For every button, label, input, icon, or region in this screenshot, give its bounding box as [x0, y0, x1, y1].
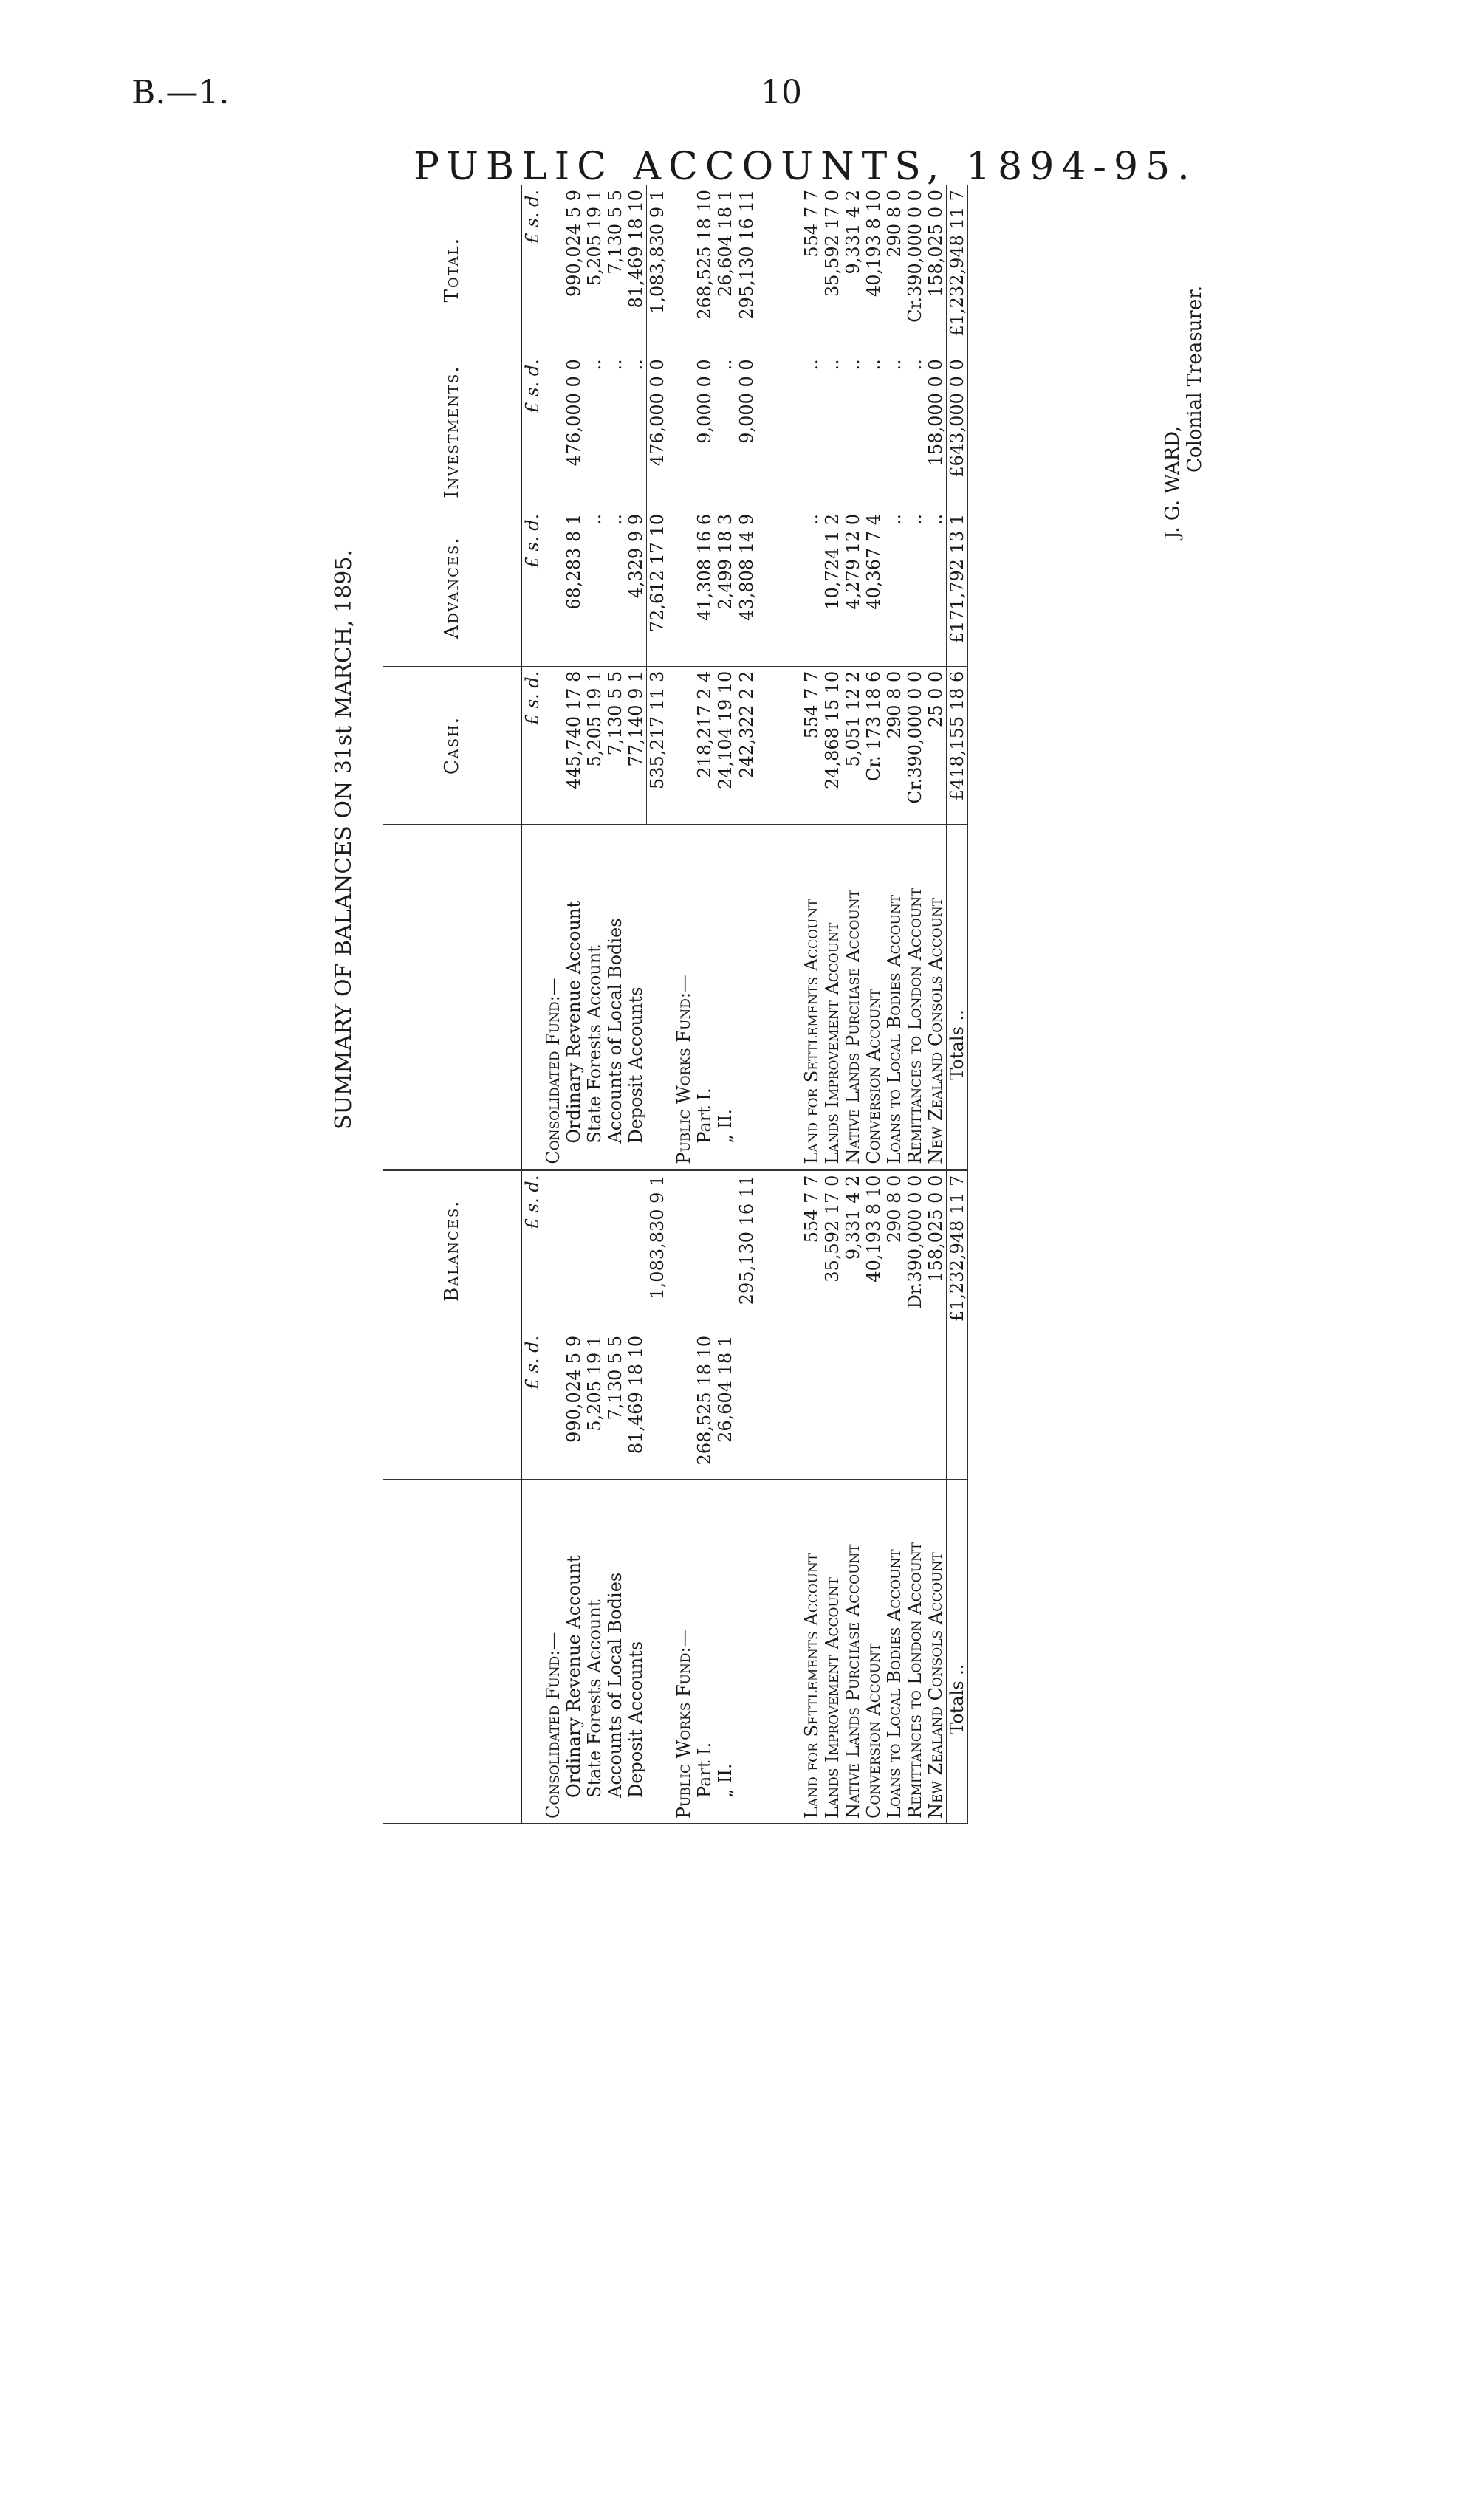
- table-row: Ordinary Revenue Account 990,024 5 9 Ordinary Revenue Account 445,740 17 8 68,283 8 1 476,000 0 0 990,024 5 9: [563, 185, 584, 1824]
- row-label: New Zealand Consols Account: [925, 1479, 947, 1823]
- page-title: PUBLIC ACCOUNTS, 1894-95.: [414, 145, 1197, 189]
- units-label: £ s. d.: [521, 354, 543, 509]
- units-label: £ s. d.: [522, 190, 543, 244]
- row-label: New Zealand Consols Account: [925, 825, 947, 1170]
- consolidated-subtotal-row: 1,083,830 9 1 535,217 11 3 72,612 17 10 476,000 0 0 1,083,830 9 1: [647, 185, 668, 1824]
- units-label: £ s. d.: [521, 1170, 543, 1331]
- table-row: State Forests Account 5,205 19 1 State Forests Account 5,205 19 1 .. .. 5,205 19 1: [584, 185, 605, 1824]
- row-label: Ordinary Revenue Account: [563, 1479, 584, 1823]
- summary-title: SUMMARY OF BALANCES ON 31st MARCH, 1895.: [331, 549, 357, 1130]
- group-heading-public-works: Public Works Fund:— Public Works Fund:—: [668, 185, 694, 1824]
- table-row: Land for Settlements Account 554 7 7 Land for Settlements Account 554 7 7 .. .. 554 7 7: [801, 185, 822, 1824]
- row-label: Land for Settlements Account: [801, 1479, 822, 1823]
- row-label: Remittances to London Account: [905, 825, 925, 1170]
- row-label: „ II.: [715, 1479, 736, 1823]
- totals-row: Totals .. £1,232,948 11 7 Totals .. £418,155 18 6 £171,792 13 1 £643,000 0 0 £1,232,948 11 7: [947, 185, 968, 1824]
- row-label: Accounts of Local Bodies: [605, 825, 625, 1170]
- row-label: Native Lands Purchase Account: [843, 1479, 863, 1823]
- balances-table: [383, 185, 968, 1824]
- row-label: Remittances to London Account: [905, 1479, 925, 1823]
- units-label: £ s. d.: [521, 1331, 543, 1479]
- col-investments: Investments.: [383, 354, 522, 509]
- row-label: Ordinary Revenue Account: [563, 825, 584, 1170]
- table-row: Part I. 268,525 18 10 Part I. 218,217 2 4 41,308 16 6 9,000 0 0 268,525 18 10: [694, 185, 715, 1824]
- col-total: Total.: [383, 185, 522, 354]
- table-row: Conversion Account 40,193 8 10 Conversion Account Cr. 173 18 6 40,367 7 4 .. 40,193 8 10: [863, 185, 884, 1824]
- table-row: „ II. 26,604 18 1 „ II. 24,104 19 10 2,499 18 3 .. 26,604 18 1: [715, 185, 736, 1824]
- row-label: Lands Improvement Account: [822, 825, 843, 1170]
- signature-title: Colonial Treasurer.: [1184, 285, 1206, 473]
- row-label: Deposit Accounts: [625, 825, 647, 1170]
- units-label: £ s. d.: [521, 509, 543, 666]
- table-row: Lands Improvement Account 35,592 17 0 Lands Improvement Account 24,868 15 10 10,724 1 2 .. 35,592 17 0: [822, 185, 843, 1824]
- row-label: State Forests Account: [584, 1479, 605, 1823]
- page-number: 10: [761, 74, 802, 111]
- col-cash: Cash.: [383, 666, 522, 825]
- row-label: Conversion Account: [863, 1479, 884, 1823]
- row-label: Accounts of Local Bodies: [605, 1479, 625, 1823]
- signature-name: J. G. WARD,: [1162, 425, 1184, 539]
- col-balances: Balances.: [383, 1170, 522, 1331]
- table-row: Loans to Local Bodies Account 290 8 0 Loans to Local Bodies Account 290 8 0 .. .. 290 8 0: [884, 185, 905, 1824]
- row-label: State Forests Account: [584, 825, 605, 1170]
- row-label: Part I.: [694, 1479, 715, 1823]
- row-label: Native Lands Purchase Account: [843, 825, 863, 1170]
- table-row: Deposit Accounts 81,469 18 10 Deposit Accounts 77,140 9 1 4,329 9 9 .. 81,469 18 10: [625, 185, 647, 1824]
- units-label: £ s. d.: [521, 666, 543, 825]
- units-row: [521, 185, 543, 1824]
- col-advances: Advances.: [383, 509, 522, 666]
- row-label: Land for Settlements Account: [801, 825, 822, 1170]
- row-label: Deposit Accounts: [625, 1479, 647, 1823]
- public-works-subtotal-row: 295,130 16 11 242,322 2 2 43,808 14 9 9,000 0 0 295,130 16 11: [736, 185, 758, 1824]
- rotated-summary: [331, 185, 1206, 1824]
- document-reference: B.—1.: [131, 74, 230, 111]
- table-header-row: [383, 185, 522, 1824]
- row-label: Lands Improvement Account: [822, 1479, 843, 1823]
- row-label: Part I.: [694, 825, 715, 1170]
- spacer-row: [757, 185, 801, 1824]
- row-label: Loans to Local Bodies Account: [884, 1479, 905, 1823]
- table-row: Accounts of Local Bodies 7,130 5 5 Accounts of Local Bodies 7,130 5 5 .. .. 7,130 5 5: [605, 185, 625, 1824]
- group-heading-consolidated: Consolidated Fund:— Consolidated Fund:—: [543, 185, 563, 1824]
- row-label: Loans to Local Bodies Account: [884, 825, 905, 1170]
- table-row: Native Lands Purchase Account 9,331 4 2 Native Lands Purchase Account 5,051 12 2 4,279 12 0 .. 9,331 4 2: [843, 185, 863, 1824]
- table-row: Remittances to London Account Dr.390,000 0 0 Remittances to London Account Cr.390,000 0 0 .. .. Cr.390,000 0 0: [905, 185, 925, 1824]
- row-label: „ II.: [715, 825, 736, 1170]
- table-row: New Zealand Consols Account 158,025 0 0 New Zealand Consols Account 25 0 0 .. 158,000 0 0 158,025 0 0: [925, 185, 947, 1824]
- row-label: Conversion Account: [863, 825, 884, 1170]
